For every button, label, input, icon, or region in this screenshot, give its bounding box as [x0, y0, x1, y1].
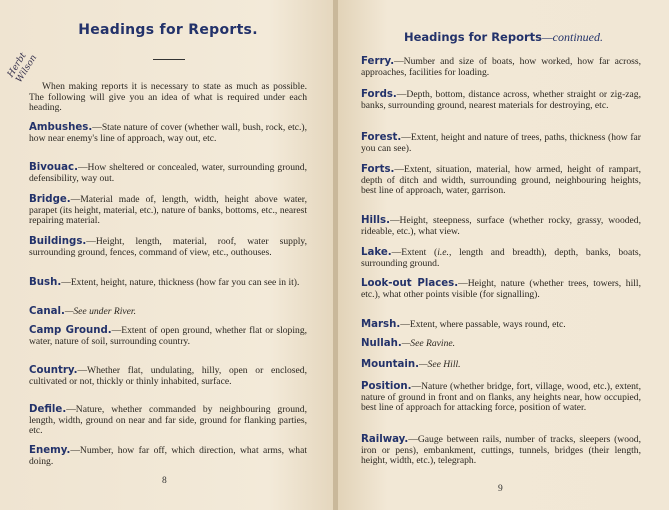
- right-page-title: Headings for Reports—continued.: [403, 30, 603, 44]
- entry-forts: Forts.—Extent, situation, material, how armed, height of rampart, depth of ditch and width, surrounding ground, neighbouring heights, best line of approach, water, garrison.: [361, 164, 641, 197]
- entry-forest: Forest.—Extent, height and nature of trees, paths, thickness (how far you can see).: [361, 132, 641, 154]
- entry-lake: Lake.—Extent (i.e., length and breadth), depth, banks, boats, surrounding ground.: [361, 247, 641, 269]
- entry-camp-ground: Camp Ground.—Extent of open ground, whether flat or sloping, water, nature of soil, surrounding country.: [29, 325, 308, 347]
- left-page-title: Headings for Reports.: [78, 22, 258, 38]
- right-page: [338, 0, 669, 510]
- entry-canal: Canal.—See under River.: [29, 306, 136, 317]
- entry-country: Country.—Whether flat, undulating, hilly, open or enclosed, cultivated or not, thickly or thinly inhabited, surface.: [29, 365, 307, 387]
- intro-paragraph: When making reports it is necessary to state as much as possible. The following will give you an idea of what is required under each heading.: [29, 81, 307, 114]
- page-number-right: 9: [498, 484, 503, 494]
- entry-ambushes: Ambushes.—State nature of cover (whether wall, bush, rock, etc.), how near enemy's line of approach, way out, etc.: [29, 122, 307, 144]
- title-rule: [153, 59, 185, 60]
- entry-buildings: Buildings.—Height, length, material, roof, water supply, surrounding ground, fences, command of view, etc., outhouses.: [29, 236, 307, 258]
- entry-bridge: Bridge.—Material made of, length, width, height above water, parapet (its height, material, etc.), nature of banks, bottoms, etc., nearest repairing material.: [29, 194, 307, 227]
- handwritten-signature: Herbt Wilson: [6, 51, 40, 85]
- entry-bush: Bush.—Extent, height, nature, thickness (how far you can see in it).: [29, 277, 300, 288]
- entry-defile: Defile.—Nature, whether commanded by neighbouring ground, length, width, ground on near and far side, ground for flanking parties, etc.: [29, 404, 307, 437]
- entry-nullah: Nullah.—See Ravine.: [361, 338, 456, 349]
- entry-railway: Railway.—Gauge between rails, number of tracks, sleepers (wood, iron or pens), embankment, cuttings, tunnels, bridges (their length, height, width, etc.), telegraph.: [361, 434, 641, 467]
- entry-look-out-places: Look-out Places.—Height, nature (whether trees, towers, hill, etc.), what other points visible (for signalling).: [361, 278, 641, 300]
- entry-position: Position.—Nature (whether bridge, fort, village, wood, etc.), extent, nature of ground in front and on flanks, any heights near, how occupied, best line of approach for attacking force, position of water.: [361, 381, 641, 414]
- entry-marsh: Marsh.—Extent, where passable, ways round, etc.: [361, 319, 566, 330]
- entry-fords: Fords.—Depth, bottom, distance across, whether straight or zig-zag, banks, surrounding ground, nearest materials for destroying, etc.: [361, 89, 641, 111]
- entry-ferry: Ferry.—Number and size of boats, how worked, how far across, approaches, facilities for loading.: [361, 56, 641, 78]
- entry-hills: Hills.—Height, steepness, surface (whether rocky, grassy, wooded, rideable, etc.), what view.: [361, 215, 641, 237]
- entry-enemy: Enemy.—Number, how far off, which direction, what arms, what doing.: [29, 445, 307, 467]
- entry-mountain: Mountain.—See Hill.: [361, 359, 461, 370]
- entry-bivouac: Bivouac.—How sheltered or concealed, water, surrounding ground, defensibility, way out.: [29, 162, 307, 184]
- page-number-left: 8: [162, 476, 167, 486]
